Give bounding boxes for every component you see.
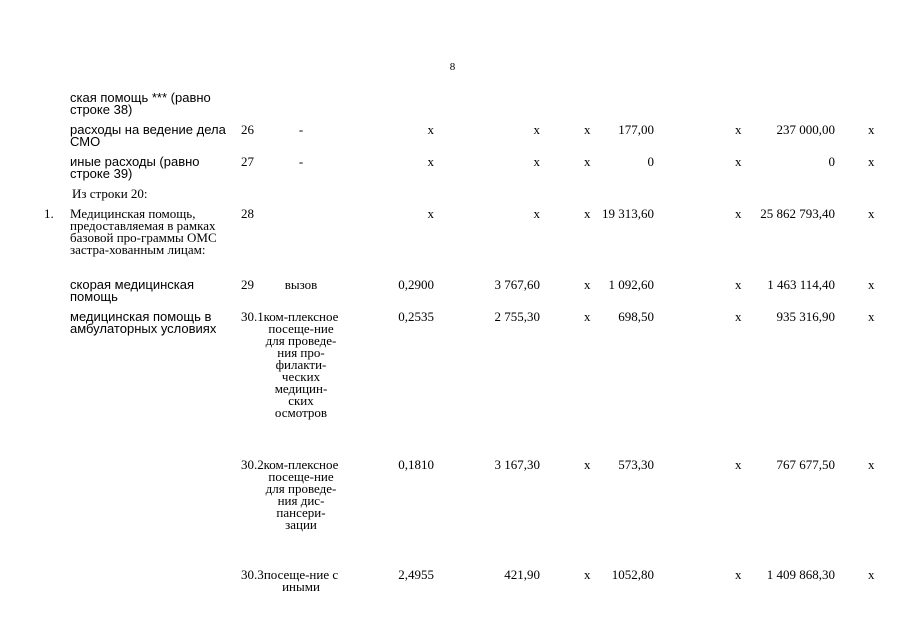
row-per-capita: 177,00 bbox=[618, 122, 654, 137]
row-total: 1 409 868,30 bbox=[766, 567, 835, 582]
row-name: ская помощь *** (равно строке 38) bbox=[70, 90, 211, 117]
row-x-mark: х bbox=[584, 122, 591, 137]
row-unit-cost: 3 167,30 bbox=[494, 457, 540, 472]
row-unit-cost: х bbox=[533, 206, 540, 221]
row-total: 237 000,00 bbox=[776, 122, 835, 137]
row-x-mark: х bbox=[868, 309, 875, 324]
row-x-mark: х bbox=[735, 206, 742, 221]
row-x-mark: х bbox=[868, 206, 875, 221]
row-line-number: 26 bbox=[241, 122, 254, 137]
row-unit: посеще-ние с иными bbox=[263, 567, 339, 594]
row-line-number: 28 bbox=[241, 206, 254, 221]
row-x-mark: х bbox=[735, 309, 742, 324]
row-per-capita: 19 313,60 bbox=[602, 206, 654, 221]
row-volume: 2,4955 bbox=[398, 567, 434, 582]
row-x-mark: х bbox=[584, 457, 591, 472]
row-x-mark: х bbox=[868, 122, 875, 137]
row-per-capita: 1052,80 bbox=[611, 567, 654, 582]
row-x-mark: х bbox=[735, 154, 742, 169]
row-x-mark: х bbox=[868, 457, 875, 472]
row-unit: - bbox=[298, 122, 304, 137]
row-volume: 0,2535 bbox=[398, 309, 434, 324]
row-name: скорая медицинская помощь bbox=[70, 277, 195, 304]
row-x-mark: х bbox=[584, 309, 591, 324]
row-volume: х bbox=[427, 206, 434, 221]
row-x-mark: х bbox=[584, 154, 591, 169]
row-x-mark: х bbox=[584, 277, 591, 292]
row-unit: ком-плексное посеще-ние для проведе-ния дис-пансери-зации bbox=[263, 457, 339, 532]
row-name: расходы на ведение дела СМО bbox=[70, 122, 226, 149]
row-line-number: 30.2 bbox=[241, 457, 264, 472]
row-unit-cost: х bbox=[533, 122, 540, 137]
row-x-mark: х bbox=[735, 277, 742, 292]
row-unit-cost: 421,90 bbox=[504, 567, 540, 582]
page-number: 8 bbox=[449, 61, 456, 73]
row-x-mark: х bbox=[868, 154, 875, 169]
row-x-mark: х bbox=[584, 206, 591, 221]
row-unit-cost: 2 755,30 bbox=[494, 309, 540, 324]
row-line-number: 29 bbox=[241, 277, 254, 292]
row-unit: - bbox=[298, 154, 304, 169]
row-x-mark: х bbox=[868, 277, 875, 292]
row-volume: х bbox=[427, 122, 434, 137]
row-volume: 0,2900 bbox=[398, 277, 434, 292]
row-index: 1. bbox=[44, 206, 54, 221]
row-per-capita: 573,30 bbox=[618, 457, 654, 472]
row-line-number: 30.1 bbox=[241, 309, 264, 324]
row-x-mark: х bbox=[868, 567, 875, 582]
row-total: 935 316,90 bbox=[776, 309, 835, 324]
row-x-mark: х bbox=[735, 122, 742, 137]
row-unit: ком-плексное посеще-ние для проведе-ния про-филакти-ческих медицин-ских осмотров bbox=[263, 309, 339, 420]
row-name: медицинская помощь в амбулаторных условиях bbox=[70, 309, 217, 336]
row-line-number: 27 bbox=[241, 154, 254, 169]
section-heading: Из строки 20: bbox=[72, 186, 148, 201]
row-per-capita: 0 bbox=[647, 154, 654, 169]
row-total: 25 862 793,40 bbox=[760, 206, 835, 221]
row-x-mark: х bbox=[735, 457, 742, 472]
row-x-mark: х bbox=[735, 567, 742, 582]
row-unit-cost: х bbox=[533, 154, 540, 169]
row-line-number: 30.3 bbox=[241, 567, 264, 582]
row-name: иные расходы (равно строке 39) bbox=[70, 154, 200, 181]
row-total: 1 463 114,40 bbox=[767, 277, 835, 292]
row-volume: 0,1810 bbox=[398, 457, 434, 472]
row-total: 0 bbox=[828, 154, 835, 169]
row-unit-cost: 3 767,60 bbox=[494, 277, 540, 292]
row-total: 767 677,50 bbox=[776, 457, 835, 472]
row-x-mark: х bbox=[584, 567, 591, 582]
row-name: Медицинская помощь, предоставляемая в рамках базовой про-граммы ОМС застра-хованным лицам: bbox=[70, 206, 217, 257]
row-volume: х bbox=[427, 154, 434, 169]
row-per-capita: 1 092,60 bbox=[608, 277, 654, 292]
row-unit: вызов bbox=[284, 277, 318, 292]
row-per-capita: 698,50 bbox=[618, 309, 654, 324]
